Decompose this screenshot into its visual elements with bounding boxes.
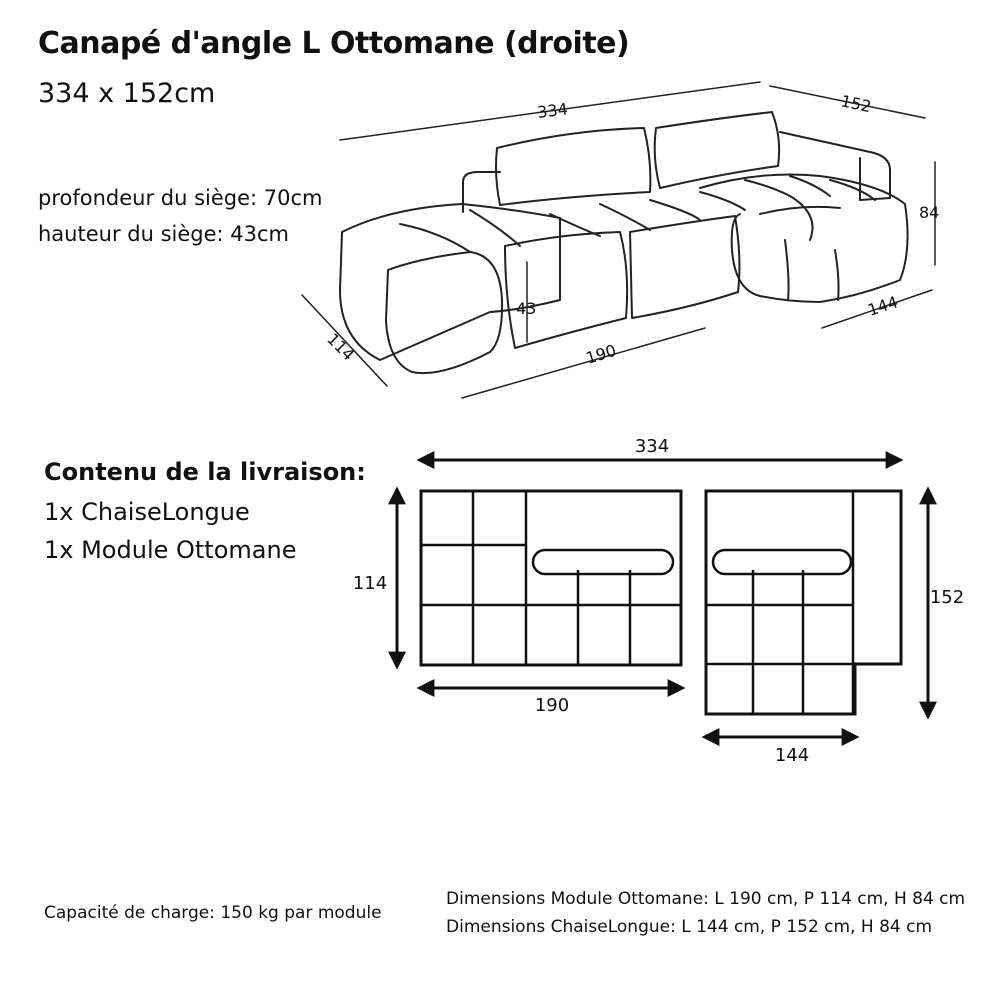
sketch-label-43: 43 (516, 299, 537, 318)
back-cushion-left (496, 128, 650, 205)
seat-middle-block (505, 232, 627, 348)
ottomane-backrest (533, 550, 673, 574)
chaise-longue (700, 175, 908, 303)
plan-label-334: 334 (634, 436, 670, 457)
plan-label-144: 144 (774, 745, 810, 766)
sketch-label-334: 334 (536, 99, 569, 122)
seat-height-spec: hauteur du siège: 43cm (38, 222, 289, 246)
sketch-label-144: 144 (865, 292, 901, 320)
chaise-backrest (713, 550, 851, 574)
seat-front-block (386, 252, 502, 373)
delivery-item: 1x ChaiseLongue (44, 498, 250, 526)
ottomane-grid (421, 491, 681, 665)
chaise-dimensions: Dimensions ChaiseLongue: L 144 cm, P 152 cm, H 84 cm (446, 917, 933, 937)
load-capacity: Capacité de charge: 150 kg par module (44, 903, 382, 923)
seat-right-block (630, 216, 739, 318)
seat-depth-spec: profondeur du siège: 70cm (38, 186, 323, 210)
chaise-grid (706, 491, 853, 714)
sketch-label-84: 84 (919, 203, 940, 222)
plan-label-190: 190 (534, 695, 570, 716)
ottomane-module (421, 491, 681, 665)
sketch-label-152: 152 (839, 91, 873, 117)
ottomane-dimensions: Dimensions Module Ottomane: L 190 cm, P 114 cm, H 84 cm (446, 889, 966, 909)
plan-view (0, 430, 1000, 770)
overall-size: 334 x 152cm (38, 78, 216, 109)
sofa-sketch (0, 0, 1000, 420)
chaise-grid-lines (745, 176, 875, 300)
plan-label-114: 114 (352, 573, 388, 594)
plan-label-152: 152 (929, 587, 965, 608)
delivery-item: 1x Module Ottomane (44, 536, 297, 564)
right-arm (780, 132, 890, 200)
page-title: Canapé d'angle L Ottomane (droite) (38, 26, 630, 61)
sketch-label-114: 114 (323, 329, 359, 365)
sketch-label-190: 190 (583, 340, 619, 368)
delivery-heading: Contenu de la livraison: (44, 458, 366, 486)
